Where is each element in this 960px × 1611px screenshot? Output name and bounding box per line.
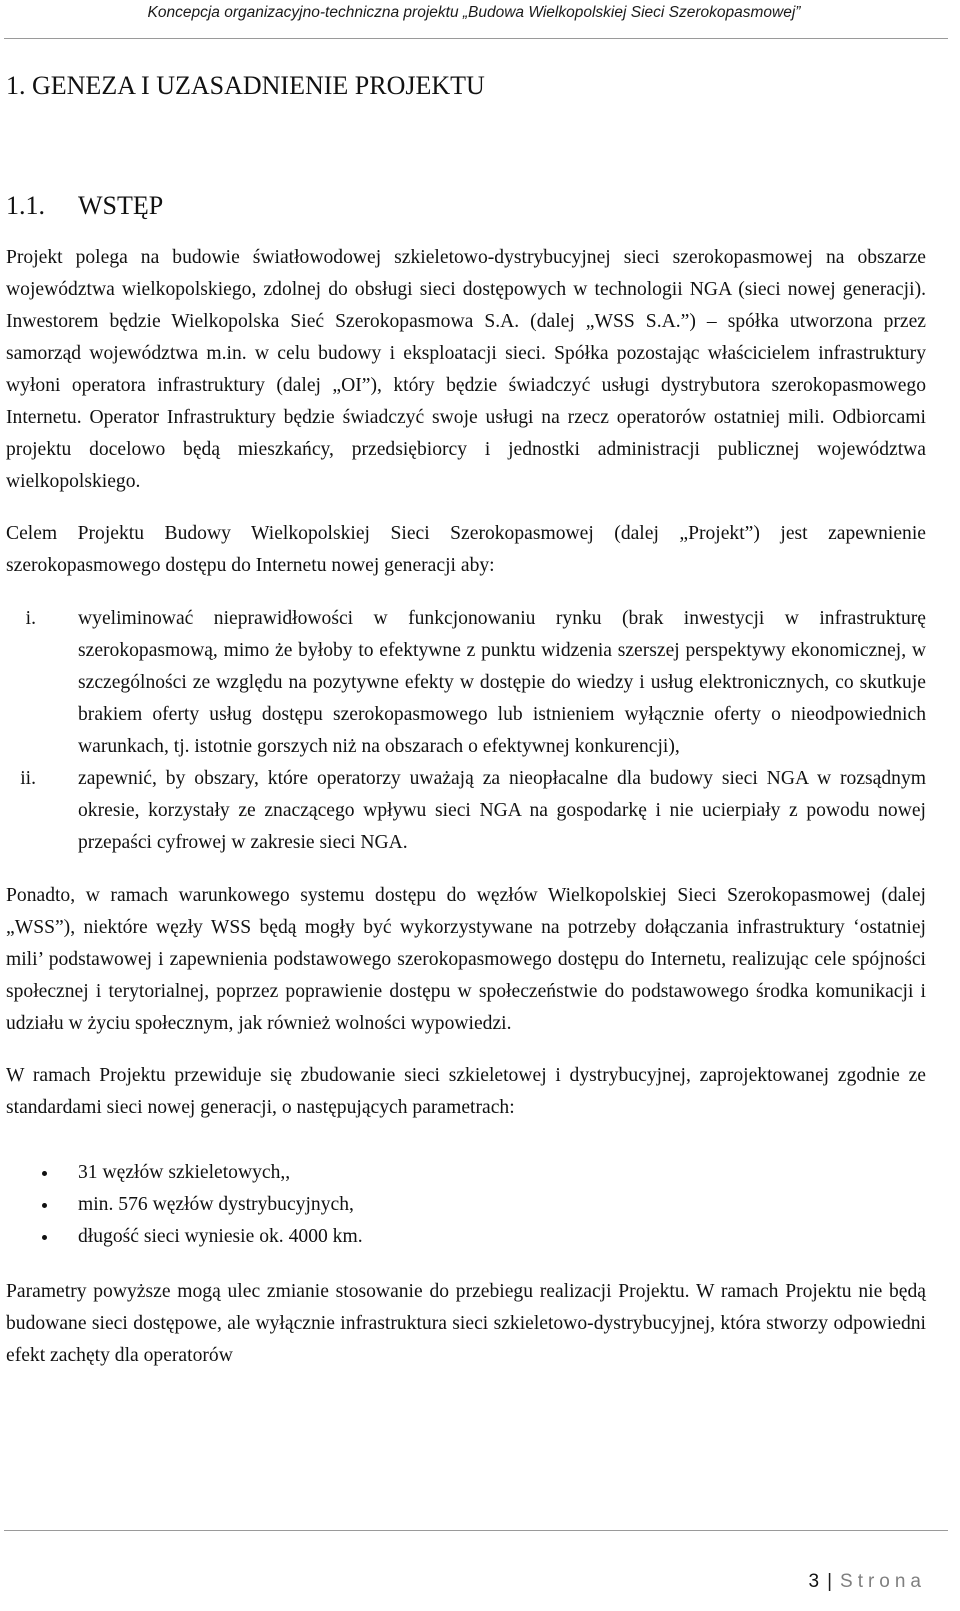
paragraph-goal: Celem Projektu Budowy Wielkopolskiej Sieci Szerokopasmowej (dalej „Projekt”) jest zapewnienie szerokopasmowego dostępu do Internetu nowej generacji aby: xyxy=(6,523,926,576)
header-divider xyxy=(4,38,948,39)
subsection-heading xyxy=(6,190,163,222)
bullet-icon xyxy=(42,1171,47,1176)
section-number: 1. xyxy=(6,71,26,100)
subsection-title: WSTĘP xyxy=(78,191,164,220)
footer-separator: | xyxy=(827,1571,833,1592)
paragraph-scope: W ramach Projektu przewiduje się zbudowanie sieci szkieletowej i dystrybucyjnej, zaprojektowanej zgodnie ze standardami sieci nowej generacji, o następujących parametrach: xyxy=(6,1065,926,1118)
bullet-icon xyxy=(42,1203,47,1208)
list-item-text: 31 węzłów szkieletowych,, xyxy=(78,1162,291,1183)
list-marker: i. xyxy=(25,608,36,629)
paragraph-params: Parametry powyższe mogą ulec zmianie stosowanie do przebiegu realizacji Projektu. W ramach Projektu nie będą budowane sieci dostępowe, ale wyłącznie infrastruktura sieci szkieletowo-dystrybucyjnej, która stworzy odpowiedni efekt zachęty dla operatorów xyxy=(6,1281,926,1366)
page-number: 3 xyxy=(808,1571,820,1592)
section-title: GENEZA I UZASADNIENIE PROJEKTU xyxy=(32,71,485,100)
parameters-list-item xyxy=(6,1221,926,1253)
list-item-text: min. 576 węzłów dystrybucyjnych, xyxy=(78,1194,354,1215)
parameters-list-item xyxy=(6,1157,926,1189)
parameters-list xyxy=(6,1157,926,1253)
bullet-icon xyxy=(42,1235,47,1240)
goals-list xyxy=(6,603,926,859)
parameters-list-item xyxy=(6,1189,926,1221)
paragraph-intro: Projekt polega na budowie światłowodowej szkieletowo-dystrybucyjnej sieci szerokopasmowej na obszarze województwa wielkopolskiego, zdolnej do obsługi sieci dostępowych w technologii NGA (sieci nowej generacji). Inwestorem będzie Wielkopolska Sieć Szerokopasmowa S.A. (dalej „WSS S.A.”) – spółka utworzona przez samorząd województwa m.in. w celu budowy i eksploatacji sieci. Spółka pozostając właścicielem infrastruktury wyłoni operatora infrastruktury (dalej „OI”), który będzie świadczyć usługi dystrybutora szerokopasmowego Internetu. Operator Infrastruktury będzie świadczyć swoje usługi na rzecz operatorów ostatniej mili. Odbiorcami projektu docelowo będą mieszkańcy, przedsiębiorcy i jednostki administracji publicznej województwa wielkopolskiego. xyxy=(6,247,926,492)
page-label: Strona xyxy=(840,1571,926,1592)
subsection-number: 1.1. xyxy=(6,191,45,220)
list-marker: ii. xyxy=(20,768,36,789)
list-item-text: długość sieci wyniesie ok. 4000 km. xyxy=(78,1226,363,1247)
page-footer xyxy=(809,1570,927,1594)
goals-list-item xyxy=(6,763,926,859)
section-heading xyxy=(6,70,485,102)
footer-divider xyxy=(4,1530,948,1531)
document-body xyxy=(6,242,926,1392)
list-item-text: wyeliminować nieprawidłowości w funkcjonowaniu rynku (brak inwestycji w infrastrukturę szerokopasmową, mimo że byłoby to efektywne z punktu widzenia szerszej perspektywy ekonomicznej, w szczególności ze względu na pozytywne efekty w dostępie do wiedzy i usług elektronicznych, co skutkuje brakiem oferty usług dostępu szerokopasmowego lub istnieniem wyłącznie oferty o nieodpowiednich warunkach, tj. istotnie gorszych niż na obszarach o efektywnej konkurencji), xyxy=(78,608,926,757)
paragraph-nodes: Ponadto, w ramach warunkowego systemu dostępu do węzłów Wielkopolskiej Sieci Szerokopasmowej (dalej „WSS”), niektóre węzły WSS będą mogły być wykorzystywane na potrzeby dołączania infrastruktury ‘ostatniej mili’ podstawowej i zapewnienia podstawowego szerokopasmowego dostępu do Internetu, realizując cele spójności społecznej i terytorialnej, poprzez poprawienie dostępu w społeczeństwie do podstawowego środka komunikacji i udziału w życiu społecznym, jak również wolności wypowiedzi. xyxy=(6,885,926,1034)
list-item-text: zapewnić, by obszary, które operatorzy uważają za nieopłacalne dla budowy sieci NGA w rozsądnym okresie, korzystały ze znaczącego wpływu sieci NGA na gospodarkę i nie ucierpiały z powodu nowej przepaści cyfrowej w zakresie sieci NGA. xyxy=(78,768,926,853)
running-header: Koncepcja organizacyjno-techniczna projektu „Budowa Wielkopolskiej Sieci Szerokopasmowej” xyxy=(147,4,801,21)
goals-list-item xyxy=(6,603,926,763)
